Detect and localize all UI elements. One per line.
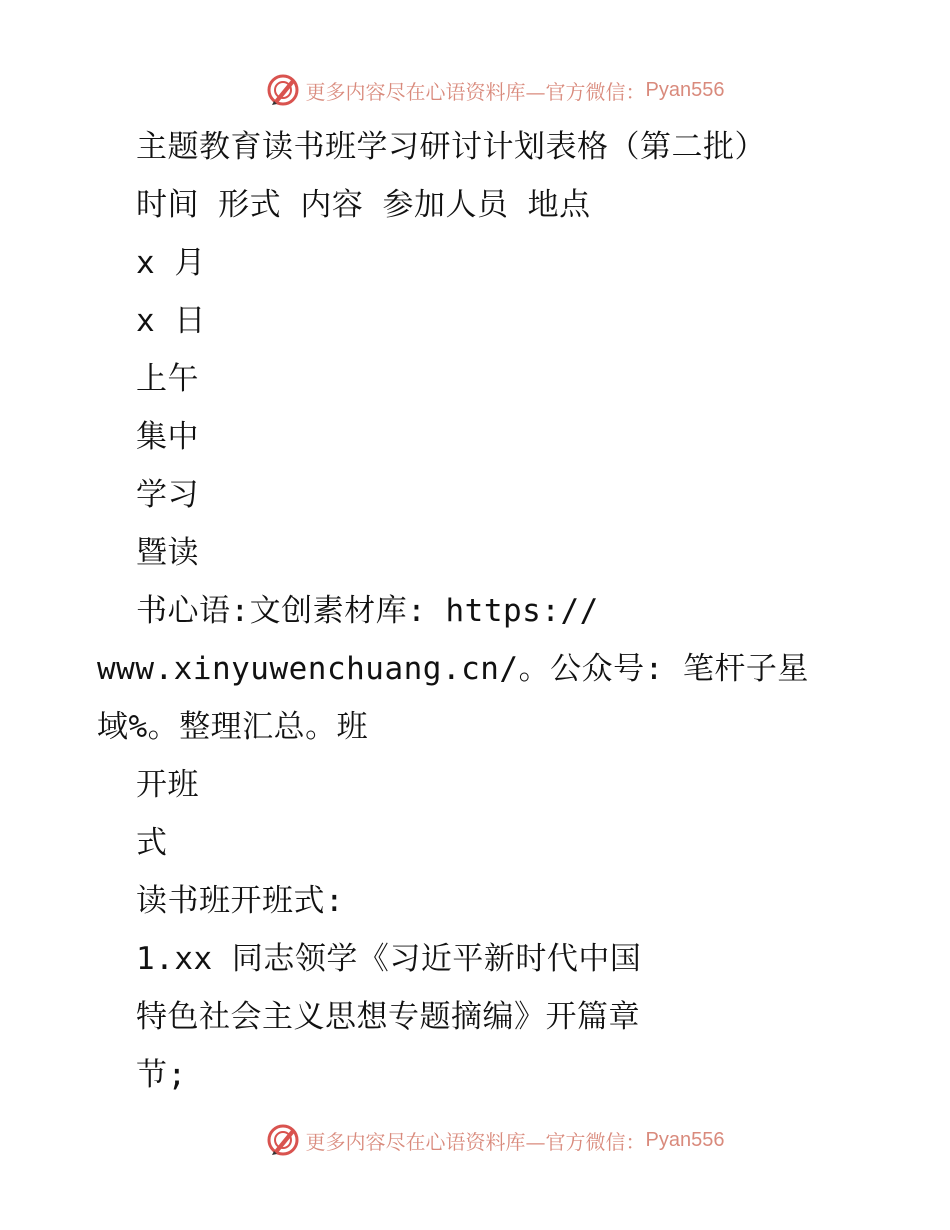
text-line: 节;	[136, 1057, 187, 1093]
text-line: 暨读	[136, 535, 199, 571]
pen-logo-icon	[266, 1123, 300, 1157]
banner-wechat-id: Pyan556	[645, 1128, 725, 1151]
banner-slogan: 更多内容尽在心语资料库—官方微信：	[305, 79, 646, 104]
document-body	[0, 118, 950, 1104]
header-banner	[0, 70, 950, 110]
text-line: 1.xx 同志领学《习近平新时代中国	[136, 941, 642, 977]
text-line: 读书班开班式:	[136, 883, 345, 919]
text-line: 域%。整理汇总。班	[97, 709, 369, 745]
banner-wechat-id: Pyan556	[645, 78, 725, 101]
pen-logo-icon	[266, 73, 300, 107]
text-line: www.xinyuwenchuang.cn/。公众号: 笔杆子星	[97, 651, 809, 687]
text-line: x 日	[136, 303, 206, 339]
document-title: 主题教育读书班学习研讨计划表格（第二批）	[136, 129, 766, 165]
text-line: 上午	[136, 361, 199, 397]
text-line: 学习	[136, 477, 199, 513]
text-line: 特色社会主义思想专题摘编》开篇章	[136, 999, 640, 1035]
text-line: x 月	[136, 245, 206, 281]
text-line: 式	[136, 825, 168, 861]
text-line: 开班	[136, 767, 199, 803]
footer-banner	[0, 1120, 950, 1160]
table-header-line: 时间 形式 内容 参加人员 地点	[136, 187, 591, 223]
text-line: 书心语:文创素材库: https://	[136, 593, 599, 629]
text-line: 集中	[136, 419, 199, 455]
banner-slogan: 更多内容尽在心语资料库—官方微信：	[305, 1129, 646, 1154]
